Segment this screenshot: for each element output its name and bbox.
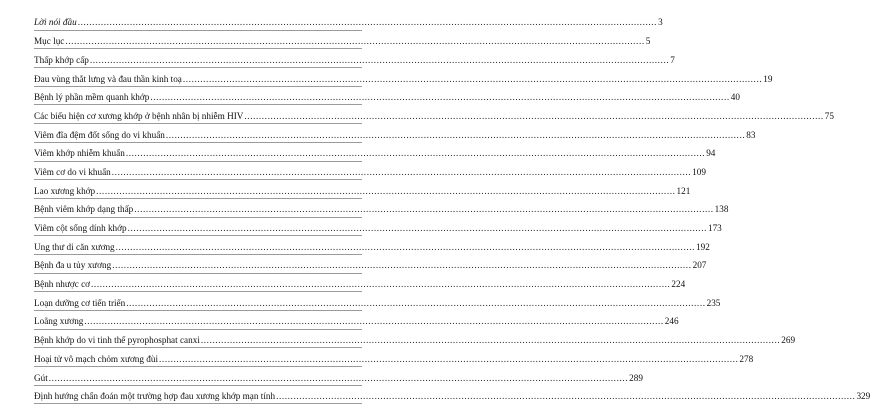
toc-entry: [34, 124, 756, 143]
toc-entry-title: Gút: [34, 372, 48, 383]
toc-entry: [34, 199, 729, 218]
toc-entry-title: Bệnh viêm khớp dạng thấp: [34, 204, 134, 215]
toc-entry: [34, 105, 834, 124]
toc-entry-title: Hoại tử vô mạch chỏm xương đùi: [34, 353, 159, 364]
toc-entry: [34, 31, 651, 50]
toc-entry-title: Ung thư di căn xương: [34, 241, 115, 252]
toc-entry-page-number: 75: [824, 110, 834, 121]
table-of-contents: [34, 12, 870, 404]
toc-entry-page-number: 329: [856, 391, 870, 402]
toc-entry-page-number: 207: [692, 260, 707, 271]
toc-entry-title: Mục lục: [34, 36, 65, 47]
toc-entry: [34, 180, 691, 199]
toc-entry-title: Lời nói đầu: [34, 17, 77, 28]
toc-entry-page-number: 19: [763, 73, 773, 84]
toc-entry-title: Viêm khớp nhiễm khuẩn: [34, 148, 125, 159]
toc-entry-title: Bệnh khớp do vi tinh thể pyrophosphat canxi: [34, 335, 200, 346]
dot-leader: ........................................................................................................................................................................................................: [84, 316, 664, 327]
dot-leader: ........................................................................................................................................................................................................: [244, 110, 824, 121]
toc-entry-page-number: 40: [730, 92, 740, 103]
toc-entry: [34, 330, 796, 349]
toc-entry-page-number: 289: [629, 372, 643, 383]
dot-leader: ........................................................................................................................................................................................................: [115, 241, 696, 252]
toc-entry: [34, 68, 773, 87]
toc-entry: [34, 12, 663, 31]
dot-leader: ........................................................................................................................................................................................................: [125, 148, 706, 159]
toc-entry-title: Đau vùng thắt lưng và đau thần kinh toạ: [34, 73, 182, 84]
dot-leader: ........................................................................................................................................................................................................: [112, 260, 692, 271]
toc-entry-title: Bệnh nhược cơ: [34, 279, 91, 290]
toc-entry: [34, 143, 716, 162]
toc-entry-page-number: 269: [781, 335, 796, 346]
toc-entry: [34, 386, 870, 404]
dot-leader: ........................................................................................................................................................................................................: [65, 36, 645, 47]
toc-entry-title: Thấp khớp cấp: [34, 54, 89, 65]
dot-leader: ........................................................................................................................................................................................................: [127, 223, 707, 234]
dot-leader: ........................................................................................................................................................................................................: [48, 372, 629, 383]
toc-entry: [34, 255, 707, 274]
toc-entry-page-number: 94: [706, 148, 716, 159]
dot-leader: ........................................................................................................................................................................................................: [200, 335, 781, 346]
toc-entry-page-number: 278: [739, 353, 754, 364]
toc-entry-title: Lao xương khớp: [34, 185, 96, 196]
toc-entry: [34, 162, 706, 181]
toc-entry-page-number: 7: [670, 54, 675, 65]
toc-entry-page-number: 173: [707, 223, 722, 234]
toc-entry-page-number: 192: [696, 241, 710, 252]
toc-entry: [34, 274, 686, 293]
dot-leader: ........................................................................................................................................................................................................: [91, 279, 671, 290]
dot-leader: ........................................................................................................................................................................................................: [77, 17, 658, 28]
dot-leader: ........................................................................................................................................................................................................: [89, 54, 670, 65]
dot-leader: ........................................................................................................................................................................................................: [134, 204, 714, 215]
dot-leader: ........................................................................................................................................................................................................: [182, 73, 763, 84]
toc-entry: [34, 87, 740, 106]
toc-entry: [34, 236, 710, 255]
toc-entry-title: Bệnh lý phần mềm quanh khớp: [34, 92, 150, 103]
toc-entry-title: Loạn dưỡng cơ tiến triển: [34, 297, 126, 308]
toc-entry: [34, 348, 754, 367]
dot-leader: ........................................................................................................................................................................................................: [276, 391, 856, 402]
toc-entry-title: Viêm đĩa đệm đốt sống do vi khuẩn: [34, 129, 165, 140]
toc-entry: [34, 218, 722, 237]
toc-entry-title: Định hướng chẩn đoán một trường hợp đau xương khớp mạn tính: [34, 391, 276, 402]
toc-entry-title: Bệnh đa u tủy xương: [34, 260, 112, 271]
toc-entry-title: Viêm cơ do vi khuẩn: [34, 166, 111, 177]
toc-entry-page-number: 224: [671, 279, 686, 290]
dot-leader: ........................................................................................................................................................................................................: [165, 129, 746, 140]
dot-leader: ........................................................................................................................................................................................................: [126, 297, 706, 308]
toc-entry-page-number: 138: [714, 204, 729, 215]
dot-leader: ........................................................................................................................................................................................................: [111, 166, 692, 177]
toc-entry-page-number: 83: [746, 129, 756, 140]
toc-entry-title: Loãng xương: [34, 316, 84, 327]
toc-entry: [34, 49, 675, 68]
toc-entry-title: Các biểu hiện cơ xương khớp ở bệnh nhân bị nhiễm HIV: [34, 110, 244, 121]
dot-leader: ........................................................................................................................................................................................................: [150, 92, 730, 103]
toc-entry-page-number: 109: [692, 166, 706, 177]
dot-leader: ........................................................................................................................................................................................................: [159, 353, 739, 364]
toc-entry-page-number: 3: [658, 17, 663, 28]
toc-entry-page-number: 121: [676, 185, 691, 196]
toc-entry-page-number: 235: [706, 297, 721, 308]
dot-leader: ........................................................................................................................................................................................................: [96, 185, 676, 196]
toc-entry-page-number: 246: [664, 316, 679, 327]
toc-entry: [34, 367, 643, 386]
toc-entry: [34, 292, 721, 311]
toc-entry: [34, 311, 679, 330]
toc-entry-page-number: 5: [645, 36, 651, 47]
toc-entry-title: Viêm cột sống dính khớp: [34, 223, 127, 234]
